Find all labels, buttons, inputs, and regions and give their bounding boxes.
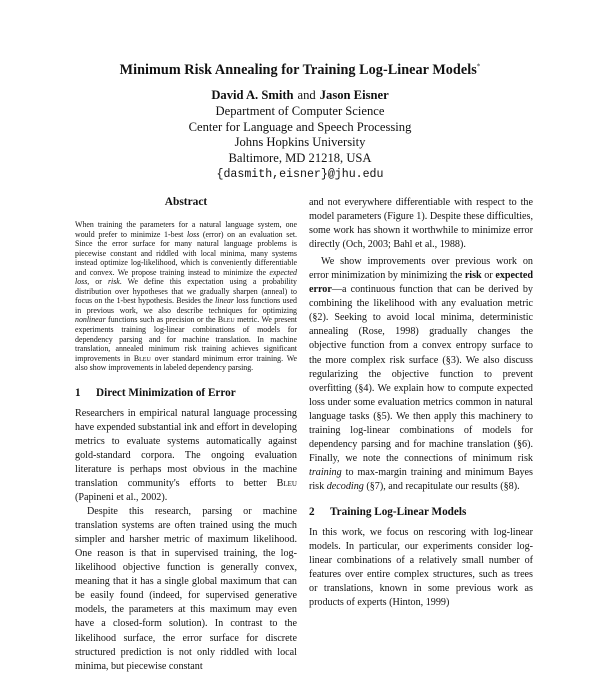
affiliation-center: Center for Language and Speech Processing (188, 119, 412, 134)
affiliation-address: Baltimore, MD 21218, USA (228, 151, 372, 166)
author-2: Jason Eisner (319, 88, 389, 102)
section-1-heading (75, 387, 297, 399)
author-and: and (297, 88, 316, 102)
right-contributions-paragraph: We show improvements over previous work on error minimization by minimizing the risk or expected error—a continuous function that can be derived by combining the likelihood with any evaluation metric (§2). Seeking to avoid local minima, deterministic annealing (Rose, 1998) gradually changes the objective function from a convex entropy surface to the more complex risk surface (§3). We also discuss regularizing the objective function to prevent overfitting (§4). We explain how to compute expected loss under some evaluation metrics common in natural language tasks (§5). We then apply this machinery to training log-linear combinations of models for dependency parsing and for machine translation (§6). Finally, we note the connections of minimum risk training to max-margin training and minimum Bayes risk decoding (§7), and recapitulate our results (§8). (309, 256, 534, 492)
section-1-paragraph-2: Despite this research, parsing or machine translation systems are often trained using the much simpler and harsher metric of maximum likelihood. One reason is that in supervised training, the log-likelihood objective function is generally convex, meaning that it has a single global maximum that can be easily found (indeed, for supervised generative models, the parameters at this maximum may even have a closed-form solution). In contrast to the likelihood surface, the error surface for discrete structured prediction is not only riddled with local minima, but piecewise constant (75, 506, 297, 672)
paper-title-text: Minimum Risk Annealing for Training Log-Linear Models (119, 62, 477, 78)
section-2-paragraph-1: In this work, we focus on rescoring with log-linear models. In particular, our experiments consider log-linear combinations of a relatively small number of features over entire complex structures, such as trees or translations, known in some previous work as products of experts (Hinton, 1999) (309, 526, 533, 609)
right-column (309, 196, 533, 610)
abstract-heading: Abstract (164, 196, 208, 208)
section-2-title: Training Log-Linear Models (330, 505, 467, 518)
author-block (0, 88, 600, 183)
title-footnote-mark: * (476, 62, 481, 71)
section-2-number: 2 (309, 505, 315, 518)
abstract-text: When training the parameters for a natural language system, one would prefer to minimize 1-best loss (error) on an evaluation set. Since the error surface for many natural language problems is piecewise constant and riddled with local minima, many systems instead optimize log-likelihood, which is conveniently differentiable and convex. We propose training instead to minimize the expected loss, or risk. We define this expectation using a probability distribution over hypotheses that we gradually sharpen (anneal) to focus on the 1-best hypothesis. Besides the linear loss functions used in previous work, we also describe techniques for optimizing nonlinear functions such as precision or the Bleu metric. We present experiments training log-linear combinations of models for dependency parsing and for machine translation. In machine translation, annealed minimum risk training achieves significant improvements in Bleu over standard minimum error training. We also show improvements in labeled dependency parsing. (75, 220, 298, 373)
author-names (0, 88, 600, 104)
affiliation-department: Department of Computer Science (215, 103, 385, 118)
author-1: David A. Smith (211, 88, 294, 102)
paper-title (0, 62, 600, 79)
section-2-heading (309, 506, 533, 518)
affiliation-university: Johns Hopkins University (234, 135, 366, 150)
section-1-paragraph-1: Researchers in empirical natural language processing have expended substantial ink and effort in developing metrics to evaluate systems automatically against gold-standard corpora. The ongoing evaluation literature is perhaps most obvious in the machine translation community's efforts to better Bleu (Papineni et al., 2002). (75, 407, 297, 504)
section-1-title: Direct Minimization of Error (96, 386, 236, 399)
right-continuation-paragraph: and not everywhere differentiable with respect to the model parameters (Figure 1). Despite these difficulties, some work has shown it worthwhile to minimize error directly (Och, 2003; Bahl et al., 1988). (309, 197, 533, 251)
author-email: {dasmith,eisner}@jhu.edu (216, 167, 384, 181)
section-1-number: 1 (75, 386, 81, 399)
left-column (75, 196, 297, 674)
